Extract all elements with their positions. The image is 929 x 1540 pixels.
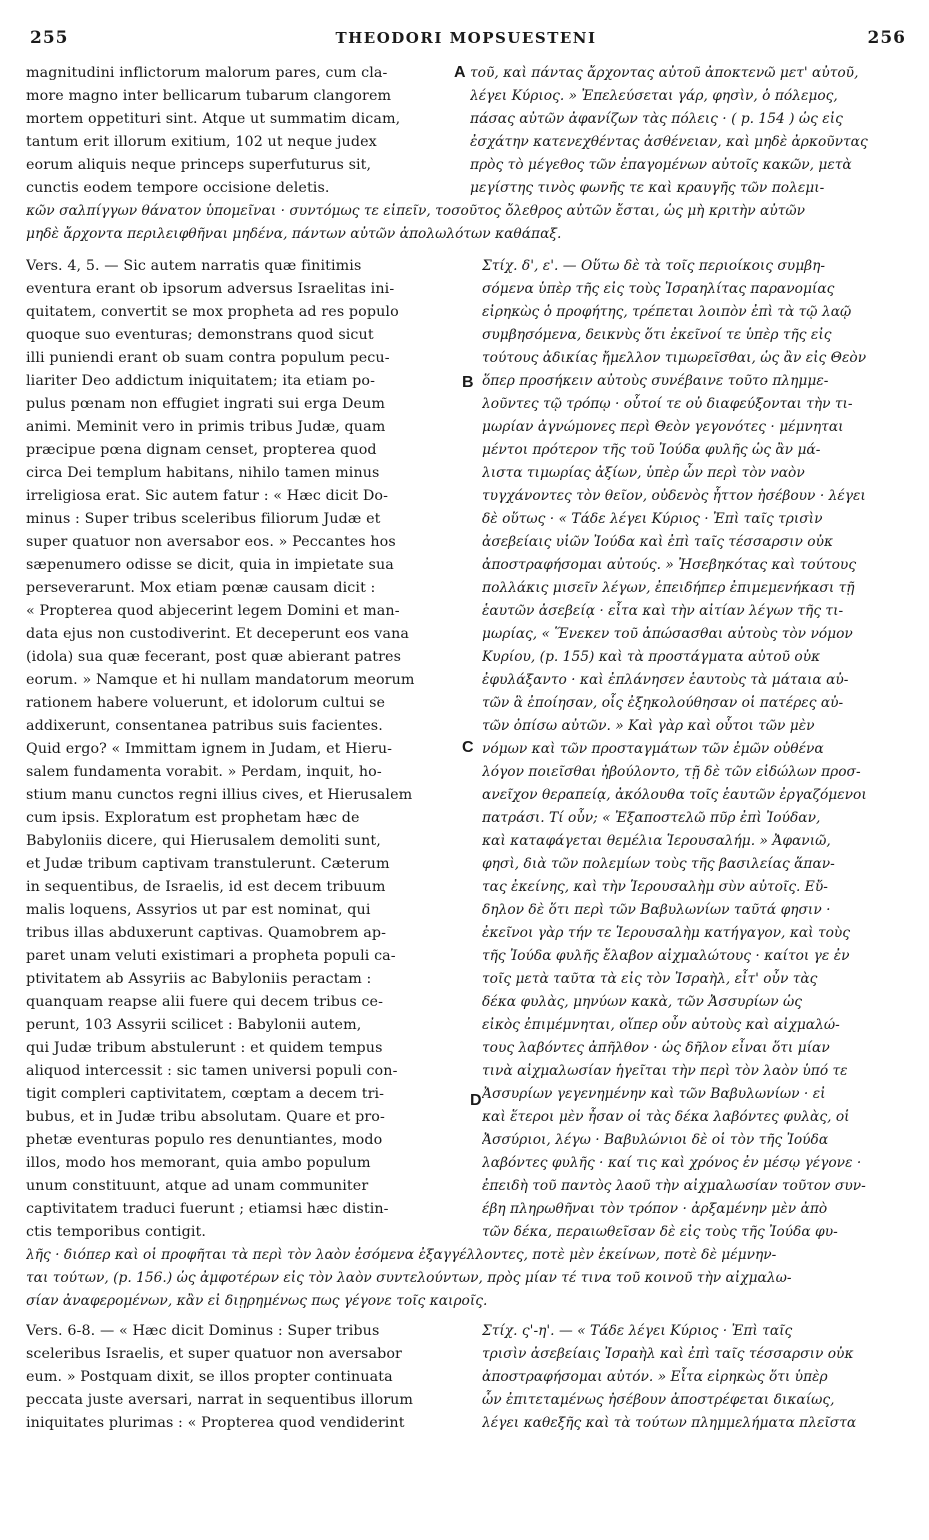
latin-line: tribus illas abduxerunt captivas. Quamobrem ap- — [26, 925, 387, 941]
latin-line: in sequentibus, de Israelis, id est decem tribuum — [26, 879, 386, 895]
greek-line: πατράσι. Τί οὖν; « Ἐξαποστελῶ πῦρ ἐπὶ Ἰούδαν, — [482, 810, 821, 826]
latin-line: qui Judæ tribum abstulerunt : et quidem tempus — [26, 1040, 383, 1056]
greek-line: λοῦντες τῷ τρόπῳ · οὗτοί τε οὐ διαφεύξονται τὴν τι- — [482, 396, 853, 412]
greek-column-2 — [482, 255, 912, 1244]
page-header — [26, 28, 906, 52]
latin-line: rationem habere voluerunt, et idolorum cultui se — [26, 695, 386, 711]
latin-line: Quid ergo? « Immittam ignem in Judam, et Hieru- — [26, 741, 393, 757]
greek-line: μηδὲ ἄρχοντα περιλειφθῆναι μηδένα, πάντων αὐτῶν ἀπολωλότων καθάπαξ. — [26, 226, 562, 242]
greek-line: ἐπειδὴ τοῦ παντὸς λαοῦ τὴν αἰχμαλωσίαν τοῦτον συν- — [482, 1178, 866, 1194]
greek-full-width-2 — [26, 1244, 911, 1313]
greek-line: σόμενα ὑπὲρ τῆς εἰς τοὺς Ἰσραηλίτας παρανομίας — [482, 281, 835, 297]
latin-line: illos, modo hos memorant, quia ambo populum — [26, 1155, 371, 1171]
latin-line: eorum. » Namque et hi nullam mandatorum meorum — [26, 672, 415, 688]
latin-line: more magno inter bellicarum tubarum clangorem — [26, 88, 392, 104]
latin-line: tigit compleri captivitatem, cœptam a decem tri- — [26, 1086, 385, 1102]
latin-line: tantum erit illorum exitium, 102 ut neque judex — [26, 134, 377, 150]
greek-line: λέγει Κύριος. » Ἐπελεύσεται γάρ, φησὶν, ὁ πόλεμος, — [470, 88, 838, 104]
greek-line: τῶν δέκα, περαιωθεῖσαν δὲ εἰς τοὺς τῆς Ἰούδα φυ- — [482, 1224, 838, 1240]
greek-line: τῆς Ἰούδα φυλῆς ἔλαβον αἰχμαλώτους · καίτοι γε ἐν — [482, 948, 850, 964]
latin-line: sceleribus Israelis, et super quatuor non aversabor — [26, 1346, 402, 1362]
latin-line: mortem oppetituri sint. Atque ut summatim dicam, — [26, 111, 401, 127]
latin-line: salem fundamenta vorabit. » Perdam, inquit, ho- — [26, 764, 382, 780]
greek-line: ἀποστραφήσομαι αὐτούς. » Ἠσεβηκότας καὶ τούτους — [482, 557, 857, 573]
greek-line: εἰκὸς ἐπιμέμνηται, οἵπερ οὖν αὐτοὺς καὶ αἰχμαλώ- — [482, 1017, 840, 1033]
greek-line: Ἀσσυρίων γεγενημένην καὶ τῶν Βαβυλωνίων · εἰ — [482, 1086, 826, 1102]
latin-column-3 — [26, 1320, 466, 1435]
latin-line: aliquod intercessit : sic tamen universi populi con- — [26, 1063, 398, 1079]
greek-line: φησὶ, διὰ τῶν πολεμίων τοὺς τῆς βασιλείας ἅπαν- — [482, 856, 835, 872]
greek-line: δέκα φυλὰς, μηνύων κακὰ, τῶν Ἀσσυρίων ὡς — [482, 994, 802, 1010]
latin-line: perseverarunt. Mox etiam pœnæ causam dicit : — [26, 580, 376, 596]
latin-line: quanquam reapse alii fuere qui decem tribus ce- — [26, 994, 384, 1010]
greek-line: σίαν ἀναφερομένων, κἂν εἰ διῃρημένως πως γέγονε τοῖς καιροῖς. — [26, 1293, 488, 1309]
latin-line: eorum aliquis neque princeps superfuturus sit, — [26, 157, 372, 173]
greek-line: ἐσχάτην κατενεχθέντας ἀσθένειαν, καὶ μηδὲ ἀρκοῦντας — [470, 134, 868, 150]
greek-line: τους λαβόντες ἀπῆλθον · ὡς δῆλον εἶναι ὅτι μίαν — [482, 1040, 830, 1056]
greek-column-3 — [482, 1320, 912, 1435]
greek-line: κῶν σαλπίγγων θάνατον ὑπομεῖναι · συντόμως τε εἰπεῖν, τοσοῦτος ὄλεθρος αὐτῶν ἔσται, ὡς μὴ κριτὴν αὐτῶν — [26, 203, 806, 219]
latin-line: (idola) sua quæ fecerant, post quæ abierant patres — [26, 649, 402, 665]
greek-line: τούτους ἀδικίας ἤμελλον τιμωρεῖσθαι, ὡς ἂν εἰς Θεὸν — [482, 350, 867, 366]
latin-line: irreligiosa erat. Sic autem fatur : « Hæc dicit Do- — [26, 488, 389, 504]
margin-marker-b: B — [462, 374, 474, 391]
latin-line: magnitudini inflictorum malorum pares, cum cla- — [26, 65, 388, 81]
greek-column-1 — [470, 62, 910, 200]
greek-line: ἐφυλάξαντο · καὶ ἐπλάνησεν ἑαυτοὺς τὰ μάταια αὐ- — [482, 672, 849, 688]
greek-line: δηλον δὲ ὅτι περὶ τῶν Βαβυλωνίων ταῦτά φησιν · — [482, 902, 831, 918]
greek-line: νόμων καὶ τῶν προσταγμάτων τῶν ἐμῶν οὐθένα — [482, 741, 824, 757]
greek-line: μωρίαν ἀγνώμονες περὶ Θεὸν γεγονότες · μέμνηται — [482, 419, 844, 435]
greek-line: πάσας αὐτῶν ἀφανίζων τὰς πόλεις · ( p. 154 ) ὡς εἰς — [470, 111, 843, 127]
margin-marker-d: D — [470, 1092, 482, 1109]
latin-line: liariter Deo addictum iniquitatem; ita etiam po- — [26, 373, 376, 389]
greek-line: δὲ οὕτως · « Τάδε λέγει Κύριος · Ἐπὶ ταῖς τρισὶν — [482, 511, 823, 527]
page-number-right: 256 — [867, 28, 906, 48]
greek-line: τυγχάνοντες τὸν θεῖον, οὐδενὸς ἧττον ἠσέβουν · λέγει — [482, 488, 866, 504]
page-number-left: 255 — [30, 28, 69, 48]
latin-line: et Judæ tribum captivam transtulerunt. Cæterum — [26, 856, 390, 872]
latin-line: sæpenumero odisse se dicit, quia in impietate sua — [26, 557, 394, 573]
greek-line: πολλάκις μισεῖν λέγων, ἐπειδήπερ ἐπιμεμενήκασι τῇ — [482, 580, 855, 596]
greek-line: μεγίστης τινὸς φωνῆς τε καὶ κραυγῆς τῶν πολεμι- — [470, 180, 825, 196]
greek-line: λέγει καθεξῆς καὶ τὰ τούτων πλημμελήματα πλεῖστα — [482, 1415, 857, 1431]
greek-line: έβη πληρωθῆναι τὸν τρόπον · ἀρξαμένην μὲν ἀπὸ — [482, 1201, 828, 1217]
latin-line: captivitatem traduci fuerunt ; etiamsi hæc distin- — [26, 1201, 389, 1217]
greek-line: ἑαυτῶν ἀσεβείᾳ · εἶτα καὶ τὴν αἰτίαν λέγων τῆς τι- — [482, 603, 844, 619]
greek-full-width-1 — [26, 200, 911, 246]
latin-line: iniquitates plurimas : « Propterea quod vendiderint — [26, 1415, 405, 1431]
margin-marker-c: C — [462, 739, 474, 756]
latin-line: perunt, 103 Assyrii scilicet : Babylonii autem, — [26, 1017, 362, 1033]
greek-line: τῶν ἃ ἐποίησαν, οἷς ἐξηκολούθησαν οἱ πατέρες αὐ- — [482, 695, 844, 711]
greek-line: λιστα τιμωρίας ἀξίων, ὑπὲρ ὧν περὶ τὸν ναὸν — [482, 465, 805, 481]
latin-line: bubus, et in Judæ tribu absolutam. Quare et pro- — [26, 1109, 385, 1125]
greek-line: ανεῖχον θεραπείᾳ, ἀκόλουθα τοῖς ἑαυτῶν ἐργαζόμενοι — [482, 787, 867, 803]
latin-line: circa Dei templum habitans, nihilo tamen minus — [26, 465, 380, 481]
greek-line: μωρίας, « Ἕνεκεν τοῦ ἀπώσασθαι αὐτοὺς τὸν νόμον — [482, 626, 853, 642]
latin-line: ctis temporibus contigit. — [26, 1224, 207, 1240]
greek-line: Στίχ. ς'-η'. — « Τάδε λέγει Κύριος · Ἐπὶ ταῖς — [482, 1323, 793, 1339]
greek-line: λαβόντες φυλῆς · καί τις καὶ χρόνος ἐν μέσῳ γέγονε · — [482, 1155, 862, 1171]
latin-line: quitatem, convertit se mox propheta ad res populo — [26, 304, 399, 320]
greek-line: μέντοι πρότερον τῆς τοῦ Ἰούδα φυλῆς ὡς ἂν μά- — [482, 442, 821, 458]
latin-line: eum. » Postquam dixit, se illos propter continuata — [26, 1369, 393, 1385]
greek-line: ται τούτων, (p. 156.) ὡς ἀμφοτέρων εἰς τὸν λαὸν συντελούντων, πρὸς μίαν τέ τινα τοῦ κοινοῦ τὴν αἰχμαλω- — [26, 1270, 792, 1286]
greek-line: Κυρίου, (p. 155) καὶ τὰ προστάγματα αὐτοῦ οὐκ — [482, 649, 821, 665]
greek-line: πρὸς τὸ μέγεθος τῶν ἐπαγομένων αὐτοῖς κακῶν, μετὰ — [470, 157, 852, 173]
greek-line: ἀποστραφήσομαι αὐτόν. » Εἶτα εἰρηκὼς ὅτι ὑπὲρ — [482, 1369, 828, 1385]
latin-column-1 — [26, 62, 451, 200]
greek-line: ὧν ἐπιτεταμένως ἠσέβουν ἀποστρέφεται δικαίως, — [482, 1392, 835, 1408]
greek-line: εἰρηκὼς ὁ προφήτης, τρέπεται λοιπὸν ἐπὶ τὰ τῷ λαῷ — [482, 304, 852, 320]
latin-line: paret unam veluti existimari a propheta populi ca- — [26, 948, 396, 964]
latin-line: eventura erant ob ipsorum adversus Israelitas ini- — [26, 281, 395, 297]
latin-line: quoque suo eventuras; demonstrans quod sicut — [26, 327, 374, 343]
latin-line: « Propterea quod abjecerint legem Domini et man- — [26, 603, 400, 619]
latin-line: malis loquens, Assyrios ut par est nominat, qui — [26, 902, 371, 918]
greek-line: συμβησόμενα, δεικνὺς ὅτι ἐκεῖνοί τε ὑπὲρ τῆς εἰς — [482, 327, 832, 343]
latin-line: minus : Super tribus sceleribus filiorum Judæ et — [26, 511, 381, 527]
latin-line: stium manu cunctos regni illius cives, et Hierusalem — [26, 787, 413, 803]
greek-line: καὶ καταφάγεται θεμέλια Ἱερουσαλήμ. » Ἀφανιῶ, — [482, 833, 831, 849]
greek-line: τινὰ αἰχμαλωσίαν ἡγεῖται τὴν περὶ τὸν λαὸν ὑπό τε — [482, 1063, 848, 1079]
latin-line: cunctis eodem tempore occisione deletis. — [26, 180, 330, 196]
greek-line: τῶν ὀπίσω αὐτῶν. » Καὶ γὰρ καὶ οὗτοι τῶν μὲν — [482, 718, 815, 734]
greek-line: καὶ ἕτεροι μὲν ἦσαν οἱ τὰς δέκα λαβόντες φυλὰς, οἱ — [482, 1109, 850, 1125]
latin-line: Vers. 6-8. — « Hæc dicit Dominus : Super tribus — [26, 1323, 380, 1339]
greek-line: τρισὶν ἀσεβείαις Ἰσραὴλ καὶ ἐπὶ ταῖς τέσσαρσιν οὐκ — [482, 1346, 854, 1362]
latin-line: pulus pœnam non effugiet ingrati sui erga Deum — [26, 396, 386, 412]
latin-line: Vers. 4, 5. — Sic autem narratis quæ finitimis — [26, 258, 362, 274]
latin-line: phetæ eventuras populo res denuntiantes, modo — [26, 1132, 383, 1148]
latin-line: Babyloniis dicere, qui Hierusalem demoliti sunt, — [26, 833, 381, 849]
latin-line: animi. Meminit vero in primis tribus Judæ, quam — [26, 419, 386, 435]
greek-line: ἀσεβείαις υἱῶν Ἰούδα καὶ ἐπὶ ταῖς τέσσαρσιν οὐκ — [482, 534, 834, 550]
greek-line: Στίχ. δ', ε'. — Οὕτω δὲ τὰ τοῖς περιοίκοις συμβη- — [482, 258, 826, 274]
greek-line: λῆς · διόπερ καὶ οἱ προφῆται τὰ περὶ τὸν λαὸν ἐσόμενα ἐξαγγέλλοντες, ποτὲ μὲν ἐκείνων, ποτὲ δὲ μέμνην- — [26, 1247, 777, 1263]
latin-line: ptivitatem ab Assyriis ac Babyloniis peractam : — [26, 971, 372, 987]
latin-line: addixerunt, consentanea patribus suis facientes. — [26, 718, 383, 734]
greek-line: τας ἐκείνης, καὶ τὴν Ἱερουσαλὴμ σὺν αὐτοῖς. Εὔ- — [482, 879, 828, 895]
greek-line: ὅπερ προσήκειν αὐτοὺς συνέβαινε τοῦτο πλημμε- — [482, 373, 829, 389]
running-title: THEODORI MOPSUESTENI — [335, 29, 597, 47]
margin-marker-a: A — [454, 64, 466, 81]
greek-line: Ἀσσύριοι, λέγω · Βαβυλώνιοι δὲ οἱ τὸν τῆς Ἰούδα — [482, 1132, 829, 1148]
latin-line: cum ipsis. Exploratum est prophetam hæc de — [26, 810, 360, 826]
greek-line: τοῖς μετὰ ταῦτα τὰ εἰς τὸν Ἰσραὴλ, εἶτ' οὖν τὰς — [482, 971, 818, 987]
latin-line: data ejus non custodiverint. Et deceperunt eos vana — [26, 626, 409, 642]
latin-line: peccata juste aversari, narrat in sequentibus illorum — [26, 1392, 414, 1408]
latin-column-2 — [26, 255, 451, 1244]
greek-line: ἐκεῖνοι γὰρ τήν τε Ἱερουσαλὴμ κατήγαγον, καὶ τοὺς — [482, 925, 851, 941]
greek-line: τοῦ, καὶ πάντας ἄρχοντας αὐτοῦ ἀποκτενῶ μετ' αὐτοῦ, — [470, 65, 859, 81]
latin-line: super quatuor non aversabor eos. » Peccantes hos — [26, 534, 396, 550]
latin-line: illi puniendi erant ob suam contra populum pecu- — [26, 350, 390, 366]
greek-line: λόγον ποιεῖσθαι ἠβούλοντο, τῇ δὲ τῶν εἰδώλων προσ- — [482, 764, 861, 780]
latin-line: præcipue pœna dignam censet, propterea quod — [26, 442, 377, 458]
latin-line: unum constituunt, atque ad unam communiter — [26, 1178, 369, 1194]
